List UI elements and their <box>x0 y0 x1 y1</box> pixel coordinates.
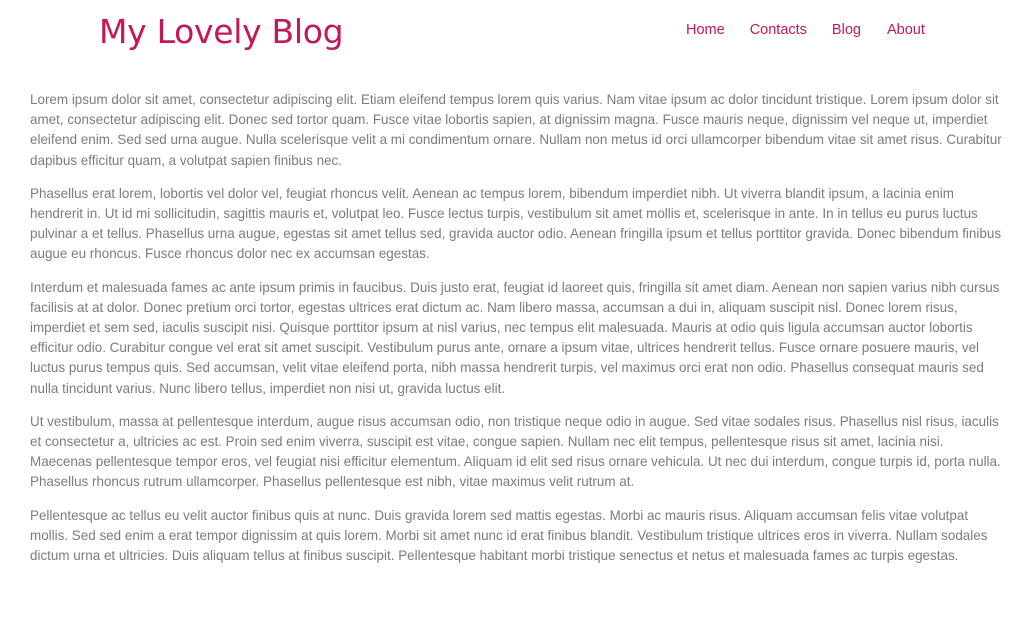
main-nav <box>686 21 925 39</box>
paragraph: Interdum et malesuada fames ac ante ipsum primis in faucibus. Duis justo erat, feugiat id laoreet quis, fringilla sit amet diam. Aenean non sapien varius nibh cursus facilisis at at dolor. Donec pretium orci tortor, egestas ultrices erat dictum ac. Nam libero massa, accumsan a dui in, aliquam suscipit nisl. Donec lorem risus, imperdiet et sem sed, iaculis suscipit nisi. Quisque porttitor ipsum at nisl varius, nec tempus elit malesuada. Mauris at odio quis ligula accumsan auctor lobortis efficitur odio. Curabitur congue vel erat sit amet suscipit. Vestibulum purus ante, ornare a ipsum vitae, ultrices hendrerit tellus. Fusce ornare posuere mauris, vel luctus purus tempus quis. Sed accumsan, velit vitae eleifend porta, nibh massa hendrerit turpis, vel maximus orci erat non odio. Phasellus consequat mauris sed nulla tincidunt varius. Nunc libero tellus, imperdiet non nisi ut, gravida luctus elit. <box>30 279 1000 396</box>
paragraph: Lorem ipsum dolor sit amet, consectetur adipiscing elit. Etiam eleifend tempus lorem quis varius. Nam vitae ipsum ac dolor tincidunt tristique. Lorem ipsum dolor sit amet, consectetur adipiscing elit. Donec sed tortor quam. Fusce vitae lobortis sapien, at dignissim magna. Fusce mauris neque, dignissim vel neque ut, imperdiet eleifend enim. Sed sed urna augue. Nulla scelerisque velit a mi condimentum ornare. Nullam non metus id orci ullamcorper bibendum vitae sit amet risus. Curabitur dapibus efficitur quam, a volutpat sapien finibus nec. <box>30 92 1002 168</box>
paragraph: Ut vestibulum, massa at pellentesque interdum, augue risus accumsan odio, non tristique neque odio in augue. Sed vitae sodales risus. Phasellus nisl risus, iaculis et consectetur a, ultricies ac est. Proin sed enim viverra, suscipit est vitae, congue sapien. Nullam nec elit tempus, pellentesque risus sit amet, lacinia nisi. Maecenas pellentesque tempor eros, vel feugiat nisi efficitur elementum. Aliquam id elit sed risus ornare vehicula. Ut nec dui interdum, congue turpis id, porta nulla. Phasellus rhoncus rutrum ullamcorper. Phasellus pellentesque est nibh, vitae maximus velit rutrum at. <box>30 413 1001 490</box>
paragraph: Phasellus erat lorem, lobortis vel dolor vel, feugiat rhoncus velit. Aenean ac tempus lorem, bibendum imperdiet nibh. Ut viverra blandit ipsum, a lacinia enim hendrerit in. Ut id mi sollicitudin, sagittis mauris et, volutpat leo. Fusce lectus turpis, vestibulum sit amet mollis et, scelerisque in ante. In in tellus eu purus luctus pulvinar a et tellus. Phasellus urna augue, egestas sit amet tellus sed, gravida auctor odio. Aenean fringilla ipsum et tellus porttitor gravida. Donec bibendum finibus augue eu rhoncus. Fusce rhoncus dolor nec ex accumsan egestas. <box>30 185 1002 262</box>
nav-item-home[interactable]: Home <box>686 22 725 38</box>
site-title[interactable]: My Lovely Blog <box>99 12 344 51</box>
main-content <box>30 90 1005 579</box>
nav-item-blog[interactable]: Blog <box>831 22 861 38</box>
paragraph: Pellentesque ac tellus eu velit auctor finibus quis at nunc. Duis gravida lorem sed mattis egestas. Morbi ac mauris risus. Aliquam accumsan felis vitae volutpat mollis. Sed sed enim a erat tempor dignissim at quis lorem. Morbi sit amet nunc id erat finibus blandit. Vestibulum tristique ultrices eros in viverra. Nullam sodales dictum urna et ultricies. Duis aliquam tellus at finibus suscipit. Pellentesque habitant morbi tristique senectus et netus et malesuada fames ac turpis egestas. <box>30 507 988 564</box>
nav-item-contacts[interactable]: Contacts <box>749 22 807 38</box>
nav-item-about[interactable]: About <box>886 22 925 38</box>
